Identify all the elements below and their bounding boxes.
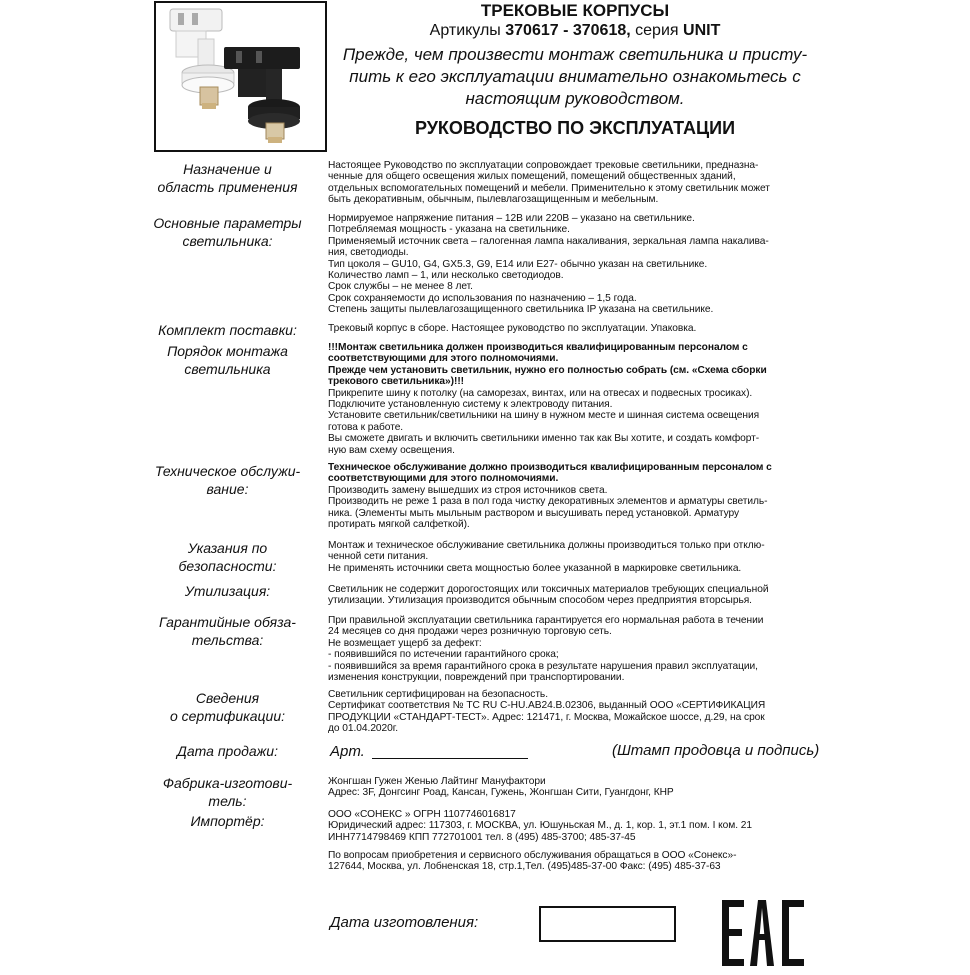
- label-line: Порядок монтажа: [167, 343, 288, 359]
- paragraph: Монтаж и техническое обслуживание светильника должны производиться только при отклю- ченной сети питания. Не применять источники света мощностью более указанной в маркировке светильника.: [328, 540, 765, 574]
- paragraph: По вопросам приобретения и сервисного обслуживания обращаться в ООО «Сонекс»- 127644, Москва, ул. Лобненская 18, стр.1,Тел. (495)485-37-00 Факс: (495) 485-37-63: [328, 850, 737, 873]
- purpose-label: [140, 160, 315, 196]
- kit-text: [328, 323, 818, 334]
- label-line: безопасности:: [178, 558, 277, 574]
- series-name: UNIT: [683, 22, 721, 39]
- params-text: [328, 213, 818, 316]
- service-text: [328, 462, 818, 530]
- importer-label: Импортёр:: [190, 813, 265, 829]
- warning-bold: !!!Монтаж светильника должен производиться квалифицированным персоналом с соответствующими для этого полномочиями. Прежде чем установить светильник, нужно его полностью собрать (см. «Схема сборки трекового светильника»)!!!: [328, 342, 767, 388]
- notice-text: [330, 44, 820, 110]
- safety-label: [140, 539, 315, 575]
- articles-line: [340, 22, 810, 40]
- manufacturer-label: [140, 774, 315, 810]
- document-title: ТРЕКОВЫЕ КОРПУСЫ: [480, 1, 670, 20]
- manual-title: РУКОВОДСТВО ПО ЭКСПЛУАТАЦИИ: [414, 118, 736, 138]
- paragraph: При правильной эксплуатации светильника гарантируется его нормальная работа в течении 24 месяцев со дня продажи через розничную торговую сеть. Не возмещает ущерб за дефект: - появившийся по истечении гарантийного срока; - появившийся за время гарантийного срока в результате нарушения правил эксплуатации, изменения конструкции, повреждений при транспортировании.: [328, 615, 764, 684]
- label-line: светильника:: [182, 233, 273, 249]
- art-label: Арт.: [330, 743, 365, 760]
- warranty-label: [140, 613, 315, 649]
- series-prefix: серия: [635, 22, 679, 39]
- paragraph: Прикрепите шину к потолку (на саморезах, винтах, или на отвесах и подвесных тросиках). Подключите установленную систему к электроводу питания. Установите светильник/светильники на шину в нужном месте и шинная система освещения готова к работе. Вы сможете двигать и включить светильники именно так как Вы хотите, и создать комфорт- ную вам схему освещения.: [328, 387, 760, 456]
- mounting-warning: [328, 342, 818, 388]
- warranty-text: [328, 615, 818, 683]
- label-line: светильника: [184, 361, 271, 377]
- label-line: Назначение и: [183, 161, 272, 177]
- params-label: [140, 214, 315, 250]
- label-line: тельства:: [191, 632, 264, 648]
- mounting-label: [140, 342, 315, 378]
- contact-text: [328, 850, 818, 873]
- paragraph: Настоящее Руководство по эксплуатации сопровождает трековые светильники, предназна- ченные для общего освещения жилых помещений, помещений общественных зданий, отдельных вспомогательных помещений и мебели. Применительно к этому светильник может быть декоративным, обычным, пылевлагозащищенным и мебельным.: [328, 160, 770, 206]
- label-line: вание:: [206, 481, 249, 497]
- articles-prefix: Артикулы: [429, 22, 501, 39]
- mounting-text: [328, 342, 818, 456]
- paragraph: Нормируемое напряжение питания – 12В или 220В – указано на светильнике. Потребляемая мощность - указана на светильнике. Применяемый источник света – галогенная лампа накаливания, зеркальная лампа накалива- ния, светодиоды. Тип цоколя – GU10, G4, GX5.3, G9, E14 или E27- обычно указан на светильнике. Количество ламп – 1, или несколько светодиодов. Срок службы – не менее 8 лет. Срок сохраняемости до использования по назначению – 1,5 года. Степень защиты пылевлагозащищенного светильника IP указана на светильнике.: [328, 213, 769, 316]
- manufacturer-text: [328, 776, 818, 799]
- disposal-label: Утилизация:: [184, 583, 271, 599]
- stamp-label: (Штамп продовца и подпись): [612, 742, 820, 759]
- label-line: тель:: [208, 793, 247, 809]
- label-line: о сертификации:: [169, 708, 286, 724]
- articles-range: 370617 - 370618,: [505, 22, 631, 39]
- notice-line: Прежде, чем произвести монтаж светильника и присту-: [342, 45, 808, 64]
- kit-label: Комплект поставки:: [158, 322, 297, 338]
- label-line: Основные параметры: [153, 215, 302, 231]
- service-label: [140, 462, 315, 498]
- service-warning: [328, 462, 818, 485]
- importer-text: [328, 809, 818, 843]
- manufacture-date-label: Дата изготовления:: [330, 914, 479, 931]
- certification-text: [328, 689, 818, 735]
- certification-label: [140, 689, 315, 725]
- eac-logo: [720, 896, 808, 970]
- warning-bold: Техническое обслуживание должно производиться квалифицированным персоналом с соответствующими для этого полномочиями.: [328, 462, 772, 485]
- paragraph: ООО «СОНЕКС » ОГРН 1107746016817 Юридический адрес: 117303, г. МОСКВА, ул. Юшуньская М., д. 1, кор. 1, эт.1 пом. I ком. 21 ИНН7714798469 КПП 772701001 тел. 8 (495) 485-3700; 485-37-45: [328, 809, 753, 843]
- notice-line: настоящим руководством.: [465, 89, 685, 108]
- label-line: Фабрика-изготови-: [162, 775, 293, 791]
- paragraph: Трековый корпус в сборе. Настоящее руководство по эксплуатации. Упаковка.: [328, 323, 697, 334]
- label-line: Гарантийные обяза-: [159, 614, 296, 630]
- paragraph: Светильник сертифицирован на безопасность. Сертификат соответствия № ТС RU C-HU.AB24.B.02306, выданный ООО «СЕРТИФИКАЦИЯ ПРОДУКЦИИ «СТАНДАРТ-ТЕСТ». Адрес: 121471, г. Москва, Можайское шоссе, д.29, на срок до 01.04.2020г.: [328, 689, 766, 735]
- article-blank-line: [372, 758, 528, 759]
- disposal-text: [328, 584, 818, 607]
- safety-text: [328, 540, 818, 574]
- manufacture-date-box: [539, 906, 676, 942]
- notice-line: пить к его эксплуатации внимательно ознакомьтесь с: [349, 67, 801, 86]
- label-line: Указания по: [187, 540, 268, 556]
- purpose-text: [328, 160, 818, 206]
- paragraph: Производить замену вышедших из строя источников света. Производить не реже 1 раза в пол года чистку декоративных элементов и арматуры светиль- ника. (Элементы мыть мыльным раствором и высушивать перед установкой. Арматуру протирать мягкой салфеткой).: [328, 484, 768, 531]
- sale-date-label: Дата продажи:: [177, 743, 278, 759]
- product-photo: [154, 1, 327, 152]
- label-line: область применения: [157, 179, 298, 195]
- paragraph: Жонгшан Гужен Женью Лайтинг Мануфактори Адрес: 3F, Донгсинг Роад, Кансан, Гужень, Жонгшан Сити, Гуангдонг, КНР: [328, 776, 674, 799]
- paragraph: Светильник не содержит дорогостоящих или токсичных материалов требующих специальной утилизации. Утилизация производится обычным способом через предприятия вторсырья.: [328, 584, 769, 607]
- label-line: Техническое обслужи-: [154, 463, 301, 479]
- label-line: Сведения: [195, 690, 260, 706]
